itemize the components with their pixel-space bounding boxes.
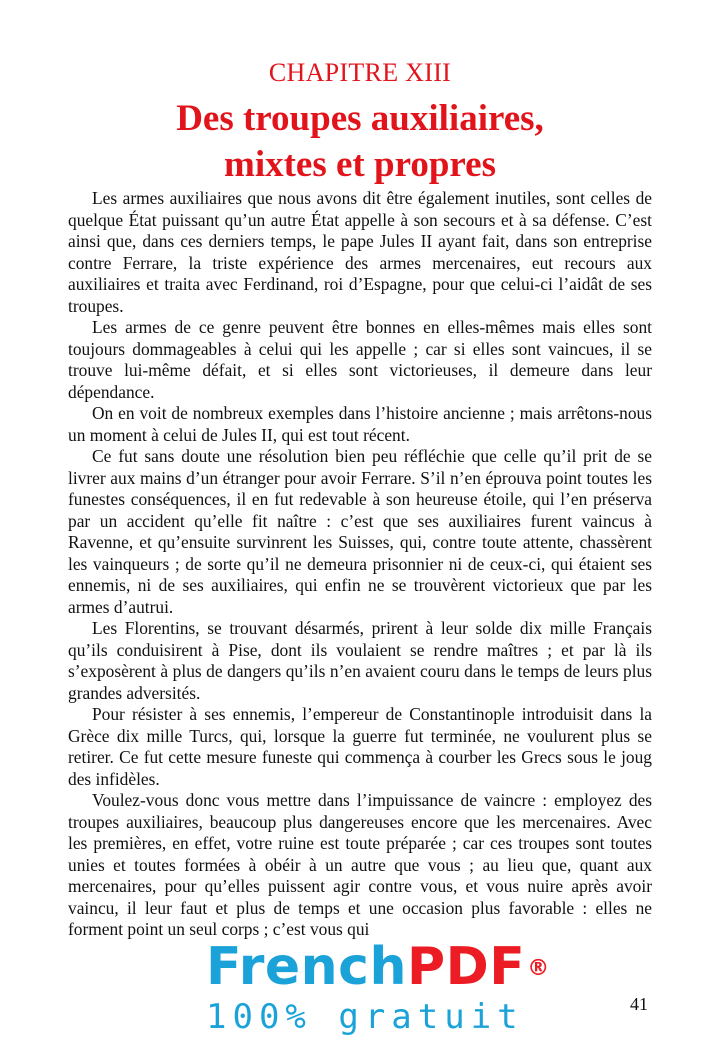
paragraph: Pour résister à ses ennemis, l’empereur de Constantinople introduisit dans la Grèce dix mille Turcs, qui, lorsque la guerre fut terminée, ne voulurent plus se retirer. Ce fut cette mesure funeste qui commença à courber les Grecs sous le joug des infidèles. [68, 704, 652, 789]
paragraph: Ce fut sans doute une résolution bien peu réfléchie que celle qu’il prit de se livrer aux mains d’un étranger pour avoir Ferrare. S’il n’en éprouva point toutes les funestes conséquences, il en fut redevable à son heureuse étoile, qui l’en préserva par un accident qu’elle fit naître : c’est que ses auxiliaires furent vaincus à Ravenne, et qu’ensuite survinrent les Suisses, qui, contre toute attente, chassèrent les vainqueurs ; de sorte qu’il ne demeura prisonnier ni de ceux-ci, qui étaient ses ennemis, ni de ses auxiliaires, qui enfin ne se trouvèrent victorieux que par les armes d’autrui. [68, 446, 652, 617]
page-number: 41 [630, 994, 648, 1014]
brand-french: French [206, 937, 407, 997]
registered-mark: ® [527, 956, 550, 981]
chapter-title-line-1: Des troupes auxiliaires, [176, 98, 544, 139]
chapter-title [0, 96, 720, 188]
brand-pdf: PDF [406, 937, 526, 997]
body-text [68, 188, 652, 941]
paragraph: On en voit de nombreux exemples dans l’histoire ancienne ; mais arrêtons-nous un moment à celui de Jules II, qui est tout récent. [68, 403, 652, 445]
chapter-label: CHAPITRE XIII [268, 58, 452, 87]
paragraph: Les Florentins, se trouvant désarmés, prirent à leur solde dix mille Français qu’ils conduisirent à Pise, dont ils voulaient se rendre maîtres ; et par là ils s’exposèrent à plus de dangers qu’ils n’en avaient couru dans le temps de leurs plus grandes adversités. [68, 618, 652, 703]
frenchpdf-logo [206, 937, 550, 997]
paragraph: Voulez-vous donc vous mettre dans l’impuissance de vaincre : employez des troupes auxiliaires, beaucoup plus dangereuses encore que les mercenaires. Avec les premières, en effet, votre ruine est toute préparée ; car ces troupes sont toutes unies et toutes formées à obéir à un autre que vous ; au lieu que, quant aux mercenaires, pour qu’elles puissent agir contre vous, et vous nuire après avoir vaincu, il leur faut et plus de temps et une occasion plus favorable : elles ne forment point un seul corps ; c’est vous qui [68, 790, 652, 939]
brand-tagline: 100% gratuit [206, 997, 524, 1037]
chapter-title-line-2: mixtes et propres [224, 144, 496, 185]
paragraph: Les armes auxiliaires que nous avons dit être également inutiles, sont celles de quelque État puissant qu’un autre État appelle à son secours et à sa défense. C’est ainsi que, dans ces derniers temps, le pape Jules II ayant fait, dans son entreprise contre Ferrare, la triste expérience des armes mercenaires, eut recours aux auxiliaires et traita avec Ferdinand, roi d’Espagne, pour que celui-ci l’aidât de ses troupes. [68, 188, 652, 316]
paragraph: Les armes de ce genre peuvent être bonnes en elles-mêmes mais elles sont toujours dommageables à celui qui les appelle ; car si elles sont vaincues, il se trouve lui-même défait, et si elles sont victorieuses, il demeure dans leur dépendance. [68, 317, 652, 402]
